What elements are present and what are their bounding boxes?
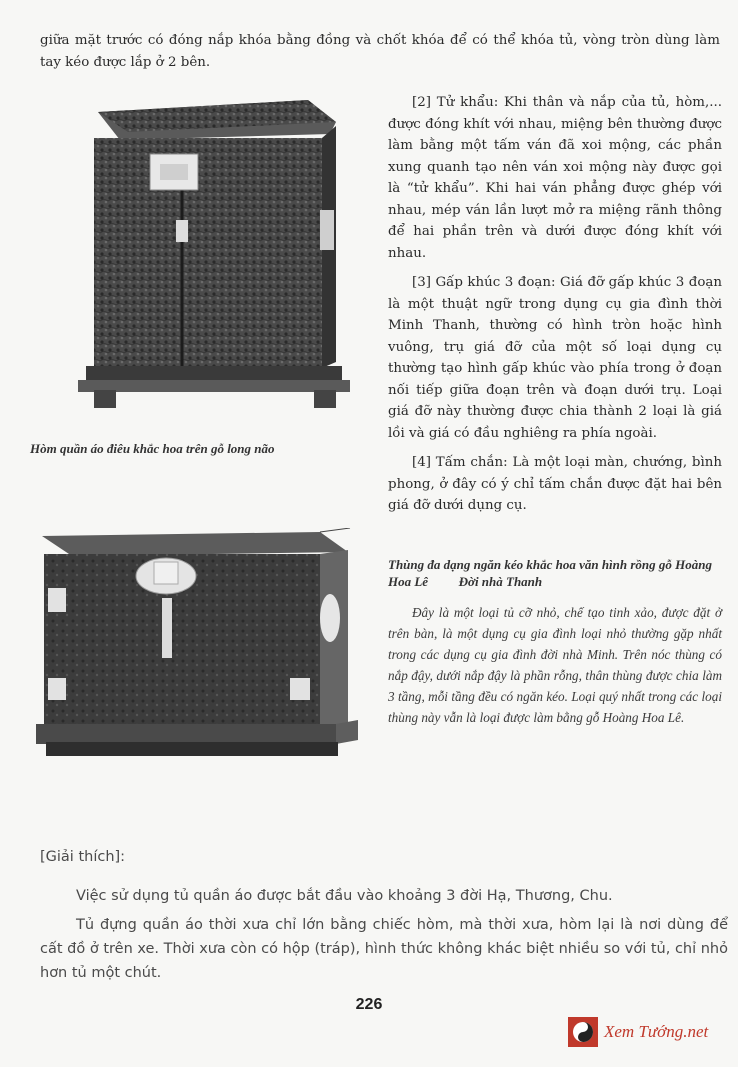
yin-yang-icon — [568, 1017, 598, 1047]
figure-2-description: Đây là một loại tủ cỡ nhỏ, chế tạo tinh xảo, được đặt ở trên bàn, là một dụng cụ gia đình loại nhỏ thường gặp nhất trong các dụng cụ gia đình đời nhà Minh. Trên nóc thùng có nắp đậy, dưới nắp đậy là phần rỗng, thân thùng được chia làm 3 tầng, mỗi tầng đều có ngăn kéo. Loại quý nhất trong các loại thùng này vẫn là loại được làm bằng gỗ Hoàng Hoa Lê. — [388, 605, 722, 725]
explanation-paragraph-1: Việc sử dụng tủ quần áo được bắt đầu vào khoảng 3 đời Hạ, Thương, Chu. — [76, 888, 613, 904]
page-number: 226 — [355, 996, 383, 1013]
figure-2-caption — [388, 556, 724, 590]
dragon-chest-photo-icon — [30, 528, 370, 790]
watermark-logo — [568, 1012, 734, 1052]
intro-paragraph: giữa mặt trước có đóng nắp khóa bằng đồng và chốt khóa để có thể khóa tủ, vòng tròn dùng làm tay kéo được lắp ở 2 bên. — [40, 33, 720, 70]
figure-2-caption-title: Thùng đa dạng ngăn kéo khắc hoa văn hình rồng gỗ Hoàng Hoa Lê — [388, 557, 713, 589]
figure-1-photo — [68, 92, 360, 420]
note-2: [2] Tử khẩu: Khi thân và nắp của tủ, hòm,... được đóng khít với nhau, miệng bên thường được làm bằng một tấm ván đã xoi mộng, các phần xung quanh tạo nên ván xoi mộng này được gọi là “tử khẩu”. Khi hai ván phẳng được ghép với nhau, mép ván lần lượt mở ra miệng rãnh thông để hai phần trên và dưới được đóng khít với nhau. — [388, 95, 722, 261]
figure-1-caption: Hòm quần áo điêu khắc hoa trên gỗ long não — [30, 441, 275, 456]
note-3: [3] Gấp khúc 3 đoạn: Giá đỡ gấp khúc 3 đoạn là một thuật ngữ trong dụng cụ gia đình thời Minh Thanh, thường có hình tròn hoặc hình vuông, trụ giá đỡ của một số loại dụng cụ thường tạo hình gấp khúc vào phía trong ở đoạn nối tiếp giữa đoạn trên và đoạn dưới trụ. Loại giá đỡ này thường được chia thành 2 loại là giá lồi và giá có đầu nghiêng ra phía ngoài. — [388, 275, 722, 441]
note-4: [4] Tấm chắn: Là một loại màn, chướng, bình phong, ở đây có ý chỉ tấm chắn được đặt hai bên giá đỡ dưới dụng cụ. — [388, 455, 722, 513]
watermark-text: Xem Tướng.net — [604, 1022, 709, 1041]
figure-2-photo — [30, 528, 370, 790]
explanation-paragraph-2: Tủ đựng quần áo thời xưa chỉ lớn bằng chiếc hòm, mà thời xưa, hòm lại là nơi dùng để cất đồ ở trên xe. Thời xưa còn có hộp (tráp), hình thức không khác biệt nhiều so với tủ, chỉ nhỏ hơn tủ một chút. — [40, 917, 728, 981]
carved-wardrobe-photo-icon — [68, 92, 360, 420]
explanation-heading: [Giải thích]: — [40, 849, 126, 865]
notes-column — [388, 92, 722, 517]
figure-2-caption-era: Đời nhà Thanh — [458, 574, 543, 589]
